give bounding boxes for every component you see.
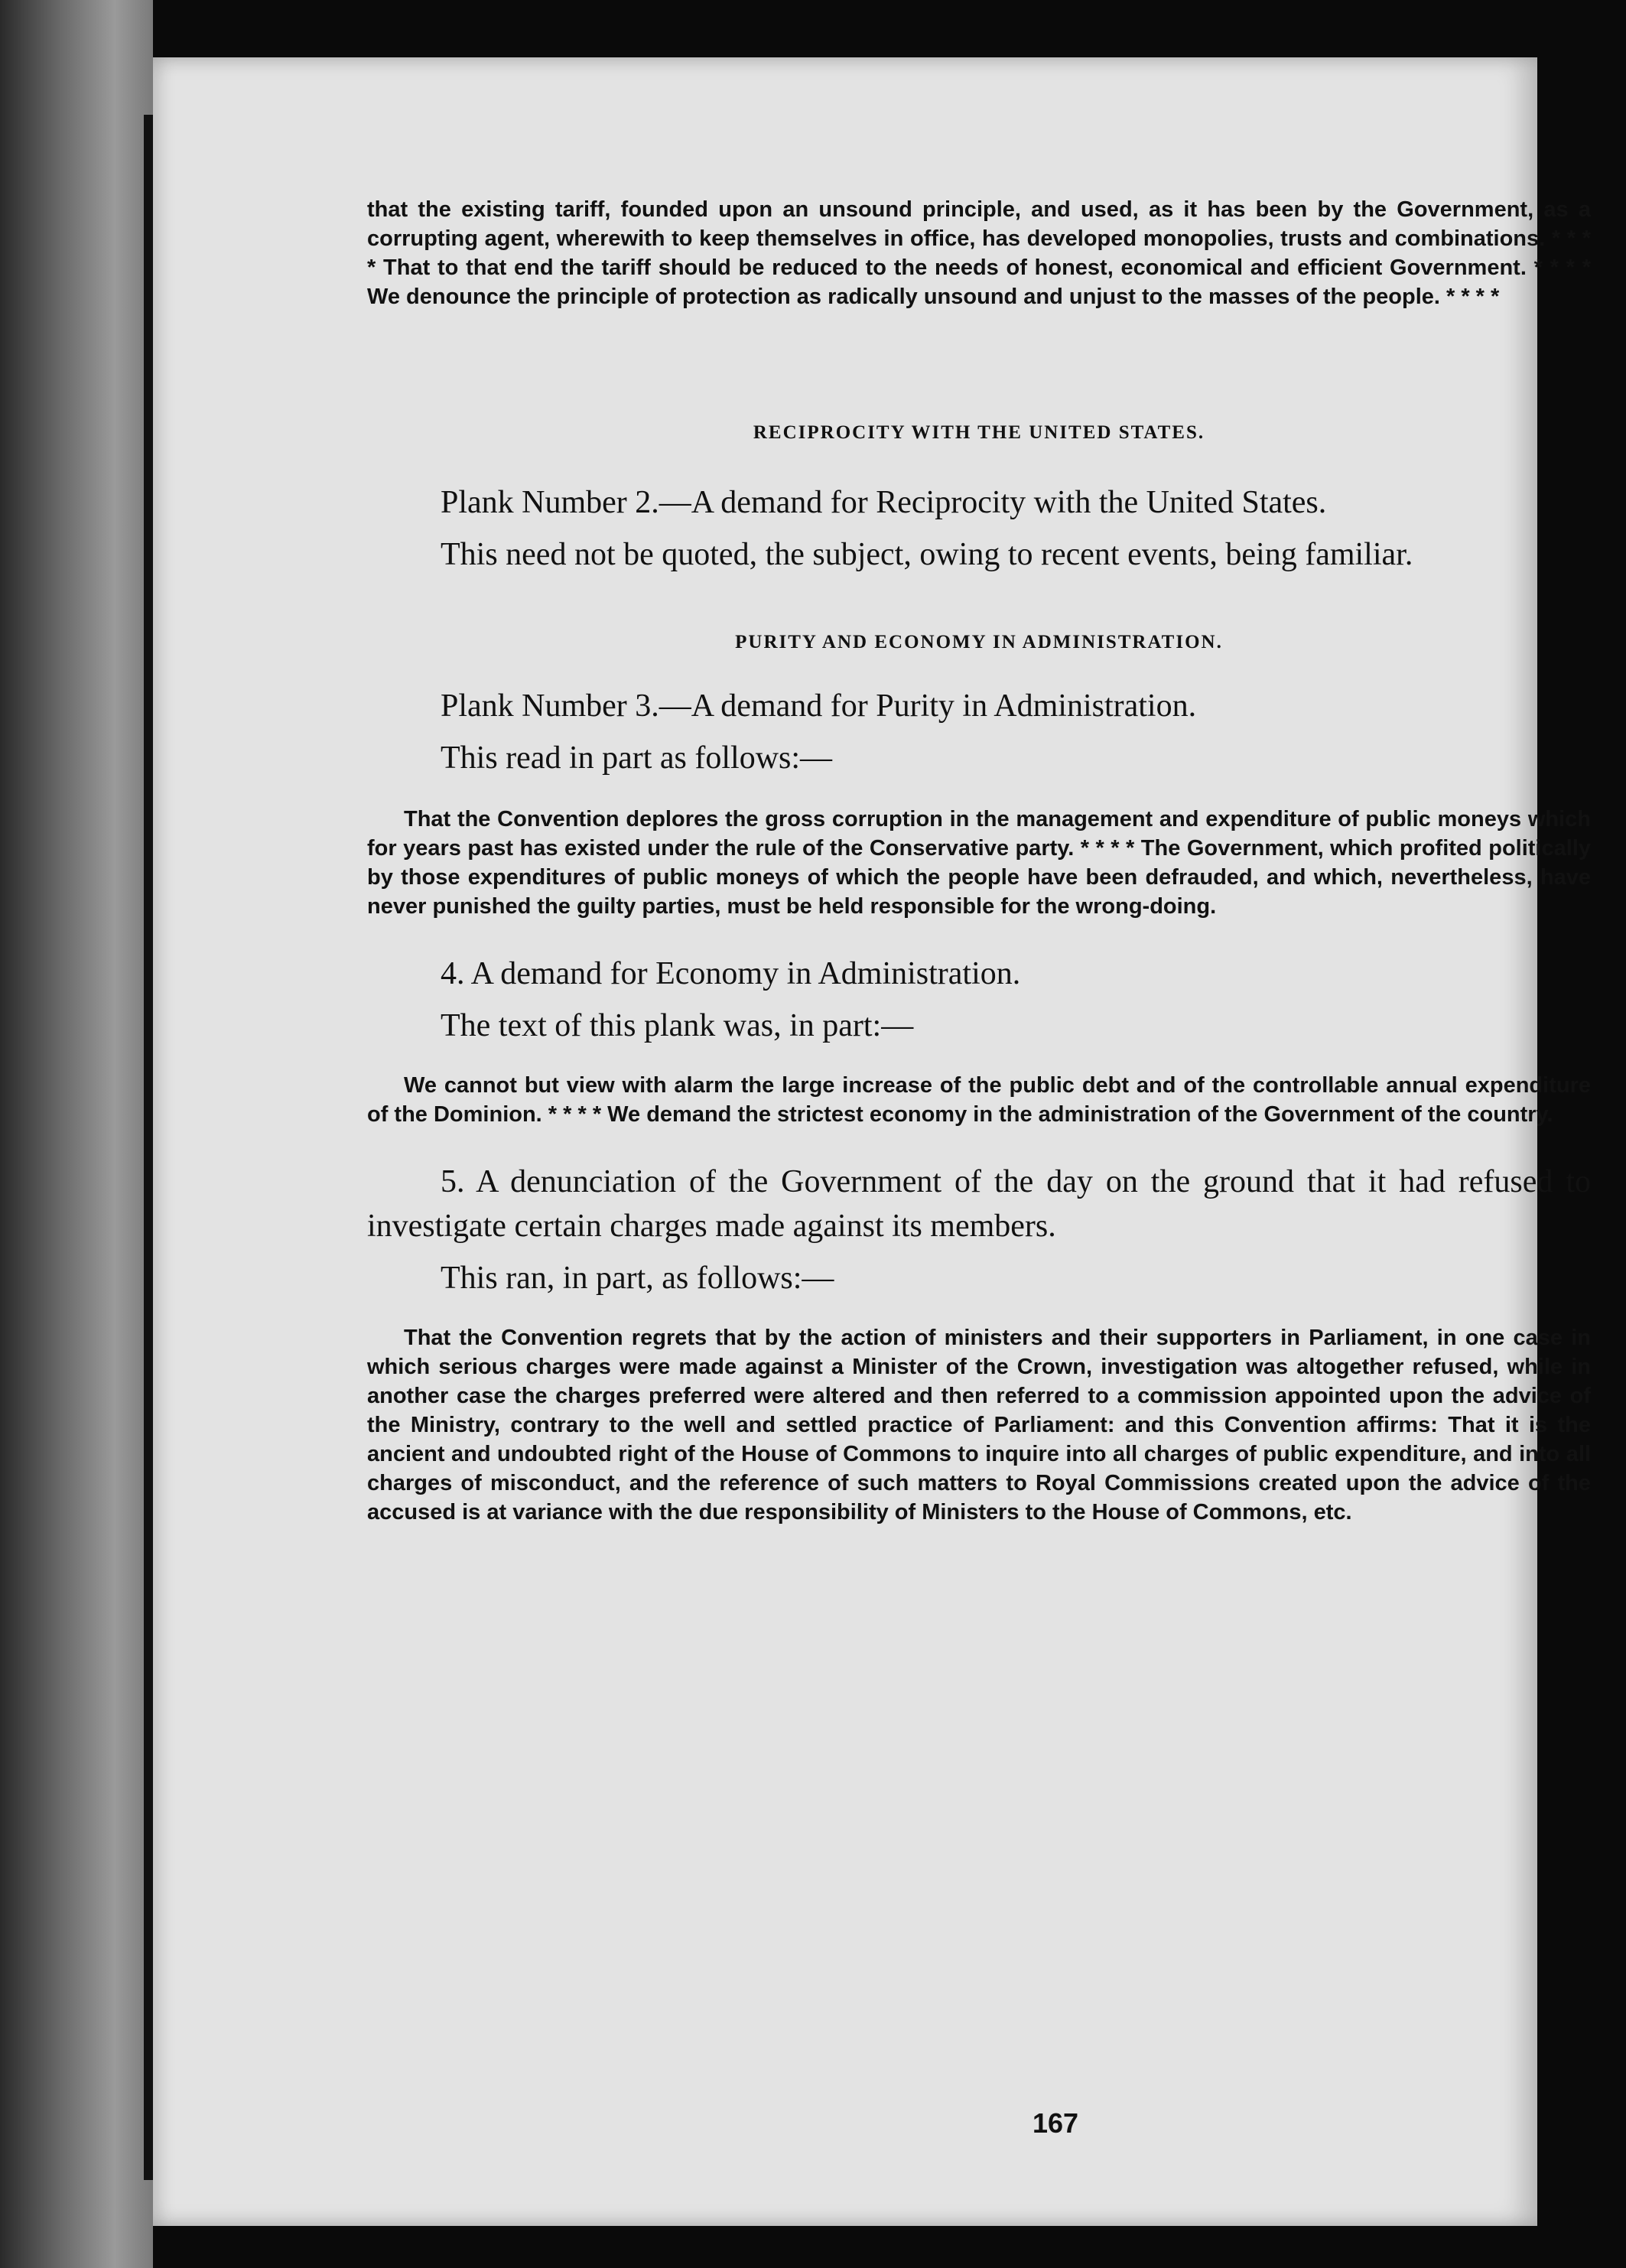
- page-number: 167: [1033, 2107, 1079, 2139]
- economy-quote: We cannot but view with alarm the large increase of the public debt and of the controllable annual expenditure of the Dominion. * * * * We demand the strictest economy in the administration of the Government of the country.: [367, 1073, 1591, 1127]
- plank-4: 4. A demand for Economy in Administration.: [441, 956, 1021, 991]
- plank-5-intro: This ran, in part, as follows:—: [441, 1261, 834, 1296]
- section-heading-reciprocity: RECIPROCITY WITH THE UNITED STATES.: [753, 422, 1205, 443]
- tariff-quote: that the existing tariff, founded upon an unsound principle, and used, as it has been by the Government, as a corrupting agent, wherewith to keep themselves in office, has developed monopolies, trusts and combinations. * * * * That to that end the tariff should be reduced to the needs of honest, economical and efficient Government. * * * * We denounce the principle of protection as radically unsound and unjust to the masses of the people. * * * *: [367, 197, 1591, 309]
- book-page: [153, 57, 1591, 2226]
- plank-5: 5. A denunciation of the Government of the day on the ground that it had refused to investigate certain charges made against its members.: [367, 1164, 1591, 1244]
- plank-2: Plank Number 2.—A demand for Reciprocity with the United States.: [441, 485, 1327, 520]
- plank-3: Plank Number 3.—A demand for Purity in Administration.: [441, 688, 1197, 724]
- scan-left-margin: [0, 0, 153, 2268]
- investigation-quote: That the Convention regrets that by the action of ministers and their supporters in Parliament, in one case in which serious charges were made against a Minister of the Crown, investigation was altogether refused, while in another case the charges preferred were altered and then referred to a commission appointed upon the advice of the Ministry, contrary to the well and settled practice of Parliament: and this Convention affirms: That it is the ancient and undoubted right of the House of Commons to inquire into all charges of public expenditure, and into all charges of misconduct, and the reference of such matters to Royal Commissions created upon the advice of the accused is at variance with the due responsibility of Ministers to the House of Commons, etc.: [367, 1326, 1591, 1524]
- section-heading-purity: PURITY AND ECONOMY IN ADMINISTRATION.: [735, 632, 1223, 652]
- plank-3-intro: This read in part as follows:—: [441, 740, 833, 776]
- page-content: [367, 195, 1591, 1527]
- plank-2-note: This need not be quoted, the subject, owing to recent events, being familiar.: [441, 537, 1413, 572]
- purity-quote: That the Convention deplores the gross corruption in the management and expenditure of public moneys which for years past has existed under the rule of the Conservative party. * * * * The Government, which profited politically by those expenditures of public moneys of which the people have been defrauded, and which, nevertheless, have never punished the guilty parties, must be held responsible for the wrong-doing.: [367, 807, 1591, 919]
- plank-4-intro: The text of this plank was, in part:—: [441, 1008, 914, 1043]
